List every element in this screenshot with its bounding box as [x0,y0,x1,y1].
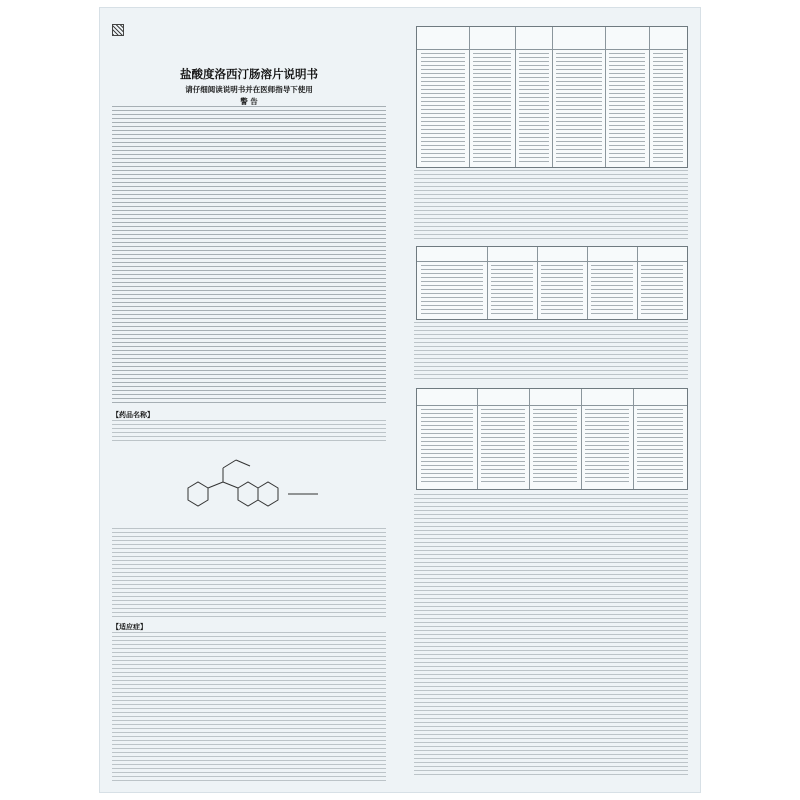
adverse-reaction-table-3 [416,388,688,490]
revision-meta [112,42,120,60]
drug-name-text [112,420,386,444]
composition-and-properties-text [112,528,386,618]
adverse-reactions-text [414,170,688,240]
revision-date-row [112,51,120,60]
document-subtitle: 请仔细阅读说明书并在医师指导下使用 [185,85,313,94]
adverse-reaction-table-1 [416,26,688,168]
warning-heading: 警 告 [240,97,258,106]
adverse-reaction-table-2 [416,246,688,320]
approval-date-row [112,42,120,51]
section-drug-name: 【药品名称】 [112,411,154,419]
chemical-structure-icon [168,448,338,518]
document-title: 盐酸度洛西汀肠溶片说明书 [180,67,318,81]
package-insert-sheet [100,8,700,792]
adverse-reactions-continued-text [414,494,688,778]
manufacturer-logo-icon [112,24,124,36]
indications-and-dosage-text [112,632,386,782]
laboratory-changes-text [414,322,688,382]
section-indications: 【适应症】 [112,623,147,631]
left-column [108,18,390,782]
warning-and-intro-text [112,106,386,406]
right-column [410,18,692,782]
